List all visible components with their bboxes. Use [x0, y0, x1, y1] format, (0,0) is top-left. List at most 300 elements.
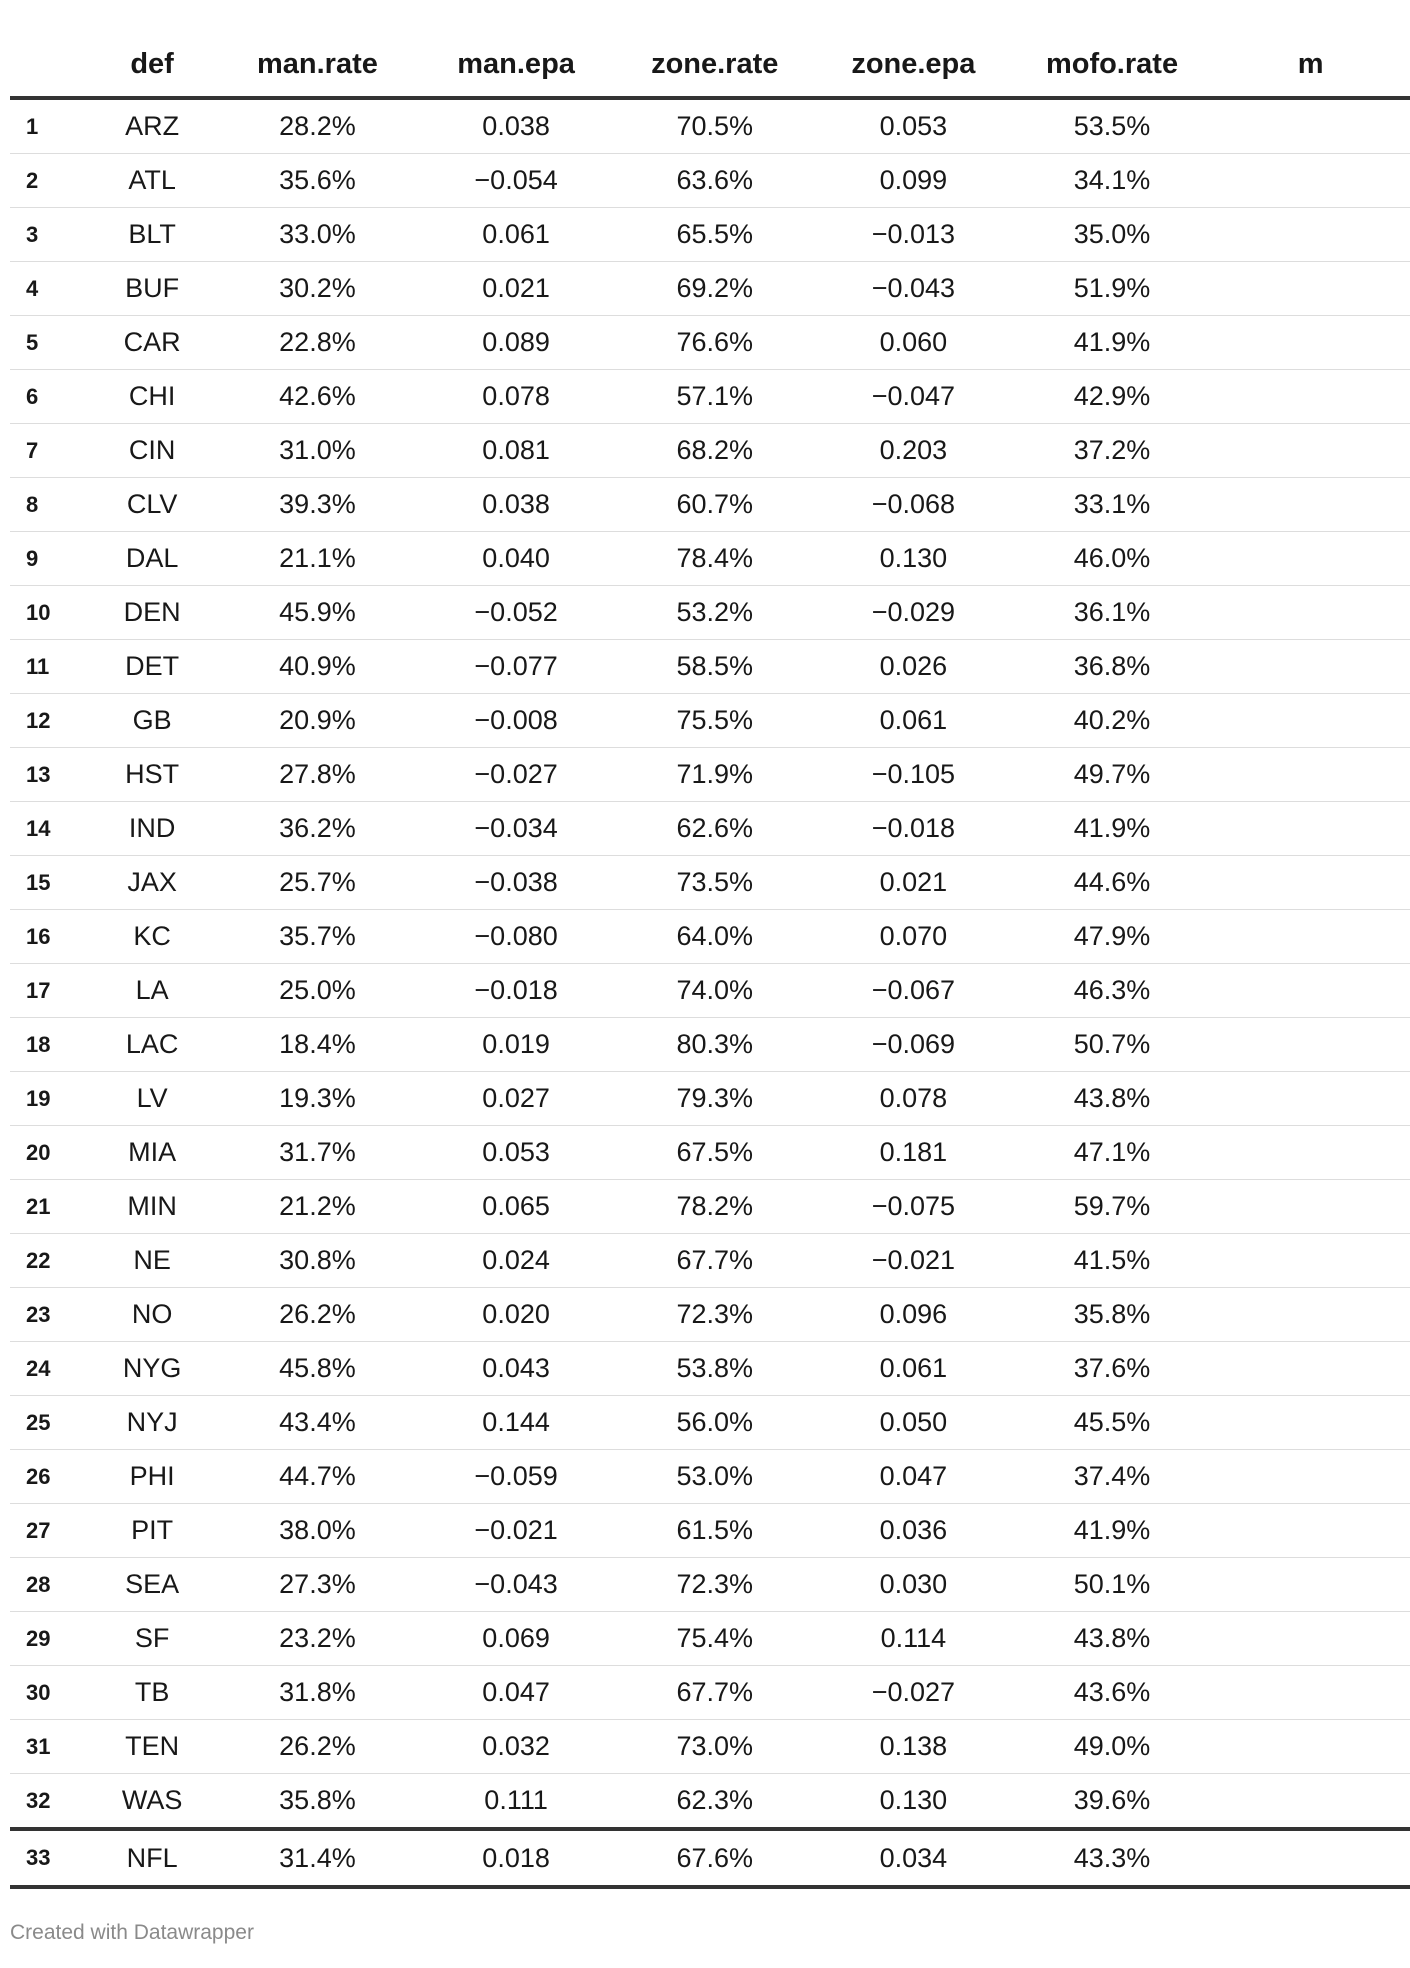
- value-cell: [1211, 856, 1410, 910]
- value-cell: −0.018: [814, 802, 1013, 856]
- row-index: 28: [10, 1558, 86, 1612]
- row-index: 1: [10, 98, 86, 154]
- table-row: [10, 316, 1410, 370]
- value-cell: 70.5%: [615, 98, 814, 154]
- row-index: 4: [10, 262, 86, 316]
- value-cell: 0.020: [417, 1288, 616, 1342]
- value-cell: 0.060: [814, 316, 1013, 370]
- team-cell: WAS: [86, 1774, 218, 1830]
- value-cell: −0.067: [814, 964, 1013, 1018]
- value-cell: 31.0%: [218, 424, 417, 478]
- row-index: 24: [10, 1342, 86, 1396]
- table-row: [10, 1180, 1410, 1234]
- value-cell: 64.0%: [615, 910, 814, 964]
- table-row: [10, 1612, 1410, 1666]
- value-cell: 45.9%: [218, 586, 417, 640]
- value-cell: 0.144: [417, 1396, 616, 1450]
- value-cell: 46.0%: [1013, 532, 1212, 586]
- value-cell: 46.3%: [1013, 964, 1212, 1018]
- value-cell: −0.077: [417, 640, 616, 694]
- row-index: 29: [10, 1612, 86, 1666]
- value-cell: [1211, 262, 1410, 316]
- value-cell: 35.0%: [1013, 208, 1212, 262]
- value-cell: −0.034: [417, 802, 616, 856]
- value-cell: [1211, 1180, 1410, 1234]
- table-body: [10, 98, 1410, 1887]
- row-index: 13: [10, 748, 86, 802]
- value-cell: 21.2%: [218, 1180, 417, 1234]
- value-cell: 53.8%: [615, 1342, 814, 1396]
- value-cell: 0.089: [417, 316, 616, 370]
- value-cell: 0.027: [417, 1072, 616, 1126]
- table-row: [10, 910, 1410, 964]
- value-cell: 0.096: [814, 1288, 1013, 1342]
- value-cell: 27.8%: [218, 748, 417, 802]
- value-cell: 79.3%: [615, 1072, 814, 1126]
- table-row: [10, 640, 1410, 694]
- value-cell: [1211, 586, 1410, 640]
- team-cell: PHI: [86, 1450, 218, 1504]
- row-index: 27: [10, 1504, 86, 1558]
- column-header: def: [86, 32, 218, 98]
- value-cell: 0.036: [814, 1504, 1013, 1558]
- row-index: 9: [10, 532, 86, 586]
- row-index: 10: [10, 586, 86, 640]
- value-cell: 0.061: [814, 1342, 1013, 1396]
- team-cell: HST: [86, 748, 218, 802]
- row-index: 31: [10, 1720, 86, 1774]
- value-cell: 41.9%: [1013, 1504, 1212, 1558]
- value-cell: 0.114: [814, 1612, 1013, 1666]
- value-cell: 0.047: [417, 1666, 616, 1720]
- value-cell: 47.9%: [1013, 910, 1212, 964]
- value-cell: 71.9%: [615, 748, 814, 802]
- value-cell: 41.5%: [1013, 1234, 1212, 1288]
- row-index: 14: [10, 802, 86, 856]
- value-cell: 0.065: [417, 1180, 616, 1234]
- value-cell: 35.8%: [1013, 1288, 1212, 1342]
- table-row: [10, 1450, 1410, 1504]
- table-row: [10, 802, 1410, 856]
- value-cell: 0.032: [417, 1720, 616, 1774]
- table-row: [10, 1396, 1410, 1450]
- table-row: [10, 370, 1410, 424]
- team-cell: NE: [86, 1234, 218, 1288]
- value-cell: 0.053: [417, 1126, 616, 1180]
- row-index: 32: [10, 1774, 86, 1830]
- team-cell: TB: [86, 1666, 218, 1720]
- value-cell: 51.9%: [1013, 262, 1212, 316]
- value-cell: 45.5%: [1013, 1396, 1212, 1450]
- value-cell: 36.1%: [1013, 586, 1212, 640]
- team-cell: NYG: [86, 1342, 218, 1396]
- value-cell: 41.9%: [1013, 802, 1212, 856]
- value-cell: [1211, 532, 1410, 586]
- team-cell: KC: [86, 910, 218, 964]
- table-row: [10, 1774, 1410, 1830]
- team-cell: GB: [86, 694, 218, 748]
- value-cell: 76.6%: [615, 316, 814, 370]
- value-cell: −0.069: [814, 1018, 1013, 1072]
- value-cell: 0.021: [417, 262, 616, 316]
- value-cell: −0.054: [417, 154, 616, 208]
- value-cell: 80.3%: [615, 1018, 814, 1072]
- row-index: 5: [10, 316, 86, 370]
- value-cell: 38.0%: [218, 1504, 417, 1558]
- row-index: 6: [10, 370, 86, 424]
- value-cell: 44.7%: [218, 1450, 417, 1504]
- value-cell: −0.080: [417, 910, 616, 964]
- value-cell: −0.052: [417, 586, 616, 640]
- value-cell: 59.7%: [1013, 1180, 1212, 1234]
- value-cell: 0.078: [814, 1072, 1013, 1126]
- team-cell: TEN: [86, 1720, 218, 1774]
- value-cell: [1211, 424, 1410, 478]
- value-cell: 43.8%: [1013, 1072, 1212, 1126]
- team-cell: LAC: [86, 1018, 218, 1072]
- value-cell: 0.021: [814, 856, 1013, 910]
- data-table: [10, 32, 1410, 1889]
- value-cell: 0.111: [417, 1774, 616, 1830]
- team-cell: NO: [86, 1288, 218, 1342]
- datawrapper-credit: Created with Datawrapper: [10, 1921, 254, 1944]
- table-row: [10, 1504, 1410, 1558]
- value-cell: 49.0%: [1013, 1720, 1212, 1774]
- row-index: 26: [10, 1450, 86, 1504]
- value-cell: 68.2%: [615, 424, 814, 478]
- value-cell: −0.018: [417, 964, 616, 1018]
- value-cell: 0.069: [417, 1612, 616, 1666]
- value-cell: −0.105: [814, 748, 1013, 802]
- value-cell: 0.018: [417, 1829, 616, 1887]
- value-cell: 61.5%: [615, 1504, 814, 1558]
- value-cell: [1211, 1342, 1410, 1396]
- value-cell: [1211, 964, 1410, 1018]
- team-cell: IND: [86, 802, 218, 856]
- value-cell: 50.7%: [1013, 1018, 1212, 1072]
- table-row: [10, 208, 1410, 262]
- row-index: 17: [10, 964, 86, 1018]
- team-cell: LA: [86, 964, 218, 1018]
- value-cell: 31.7%: [218, 1126, 417, 1180]
- team-cell: DAL: [86, 532, 218, 586]
- value-cell: 75.4%: [615, 1612, 814, 1666]
- value-cell: 0.181: [814, 1126, 1013, 1180]
- value-cell: 36.8%: [1013, 640, 1212, 694]
- table-row: [10, 1342, 1410, 1396]
- value-cell: 0.130: [814, 532, 1013, 586]
- value-cell: 39.6%: [1013, 1774, 1212, 1830]
- team-cell: ATL: [86, 154, 218, 208]
- table-row: [10, 694, 1410, 748]
- value-cell: [1211, 910, 1410, 964]
- value-cell: 53.0%: [615, 1450, 814, 1504]
- value-cell: 0.081: [417, 424, 616, 478]
- team-cell: PIT: [86, 1504, 218, 1558]
- value-cell: 30.8%: [218, 1234, 417, 1288]
- value-cell: 0.034: [814, 1829, 1013, 1887]
- value-cell: −0.027: [814, 1666, 1013, 1720]
- value-cell: 62.6%: [615, 802, 814, 856]
- value-cell: [1211, 1126, 1410, 1180]
- value-cell: 42.9%: [1013, 370, 1212, 424]
- team-cell: CLV: [86, 478, 218, 532]
- team-cell: MIA: [86, 1126, 218, 1180]
- table-row: [10, 586, 1410, 640]
- value-cell: 42.6%: [218, 370, 417, 424]
- value-cell: 30.2%: [218, 262, 417, 316]
- value-cell: 20.9%: [218, 694, 417, 748]
- row-index: 19: [10, 1072, 86, 1126]
- value-cell: 0.043: [417, 1342, 616, 1396]
- value-cell: 0.024: [417, 1234, 616, 1288]
- column-header: m: [1211, 32, 1410, 98]
- value-cell: 73.0%: [615, 1720, 814, 1774]
- row-index: 22: [10, 1234, 86, 1288]
- value-cell: 0.130: [814, 1774, 1013, 1830]
- team-cell: DET: [86, 640, 218, 694]
- value-cell: 21.1%: [218, 532, 417, 586]
- value-cell: [1211, 1072, 1410, 1126]
- value-cell: 35.7%: [218, 910, 417, 964]
- table-row: [10, 532, 1410, 586]
- value-cell: 78.2%: [615, 1180, 814, 1234]
- value-cell: [1211, 370, 1410, 424]
- value-cell: 0.040: [417, 532, 616, 586]
- value-cell: 63.6%: [615, 154, 814, 208]
- value-cell: 26.2%: [218, 1720, 417, 1774]
- row-index: 16: [10, 910, 86, 964]
- value-cell: [1211, 1018, 1410, 1072]
- column-header: zone.rate: [615, 32, 814, 98]
- team-cell: CAR: [86, 316, 218, 370]
- value-cell: [1211, 1829, 1410, 1887]
- value-cell: 0.203: [814, 424, 1013, 478]
- value-cell: 45.8%: [218, 1342, 417, 1396]
- value-cell: 25.0%: [218, 964, 417, 1018]
- value-cell: 72.3%: [615, 1288, 814, 1342]
- team-cell: NYJ: [86, 1396, 218, 1450]
- table-row: [10, 1126, 1410, 1180]
- value-cell: 0.038: [417, 98, 616, 154]
- row-index: 11: [10, 640, 86, 694]
- value-cell: 67.7%: [615, 1234, 814, 1288]
- value-cell: −0.008: [417, 694, 616, 748]
- value-cell: −0.027: [417, 748, 616, 802]
- value-cell: −0.029: [814, 586, 1013, 640]
- team-cell: JAX: [86, 856, 218, 910]
- row-index: 21: [10, 1180, 86, 1234]
- value-cell: 67.5%: [615, 1126, 814, 1180]
- value-cell: −0.047: [814, 370, 1013, 424]
- value-cell: 69.2%: [615, 262, 814, 316]
- value-cell: 0.099: [814, 154, 1013, 208]
- value-cell: 39.3%: [218, 478, 417, 532]
- table-row: [10, 1234, 1410, 1288]
- table-row: [10, 98, 1410, 154]
- value-cell: 0.061: [814, 694, 1013, 748]
- value-cell: −0.068: [814, 478, 1013, 532]
- value-cell: 19.3%: [218, 1072, 417, 1126]
- value-cell: 35.8%: [218, 1774, 417, 1830]
- value-cell: 50.1%: [1013, 1558, 1212, 1612]
- value-cell: 0.047: [814, 1450, 1013, 1504]
- value-cell: 53.5%: [1013, 98, 1212, 154]
- column-header: mofo.rate: [1013, 32, 1212, 98]
- team-cell: DEN: [86, 586, 218, 640]
- value-cell: [1211, 802, 1410, 856]
- value-cell: 0.050: [814, 1396, 1013, 1450]
- value-cell: 25.7%: [218, 856, 417, 910]
- value-cell: 0.053: [814, 98, 1013, 154]
- value-cell: [1211, 1612, 1410, 1666]
- row-index: 23: [10, 1288, 86, 1342]
- value-cell: 73.5%: [615, 856, 814, 910]
- value-cell: [1211, 640, 1410, 694]
- row-index: 18: [10, 1018, 86, 1072]
- table-row: [10, 262, 1410, 316]
- value-cell: 74.0%: [615, 964, 814, 1018]
- value-cell: 40.9%: [218, 640, 417, 694]
- table-row: [10, 748, 1410, 802]
- table-row: [10, 856, 1410, 910]
- value-cell: 34.1%: [1013, 154, 1212, 208]
- value-cell: −0.075: [814, 1180, 1013, 1234]
- value-cell: 43.8%: [1013, 1612, 1212, 1666]
- value-cell: 33.0%: [218, 208, 417, 262]
- row-index: 20: [10, 1126, 86, 1180]
- row-index: 2: [10, 154, 86, 208]
- row-index: 12: [10, 694, 86, 748]
- team-cell: NFL: [86, 1829, 218, 1887]
- value-cell: [1211, 478, 1410, 532]
- value-cell: −0.043: [814, 262, 1013, 316]
- value-cell: [1211, 1396, 1410, 1450]
- value-cell: 75.5%: [615, 694, 814, 748]
- table-container: [10, 0, 1324, 1968]
- value-cell: 40.2%: [1013, 694, 1212, 748]
- team-cell: BUF: [86, 262, 218, 316]
- value-cell: 37.2%: [1013, 424, 1212, 478]
- value-cell: 0.019: [417, 1018, 616, 1072]
- value-cell: 0.038: [417, 478, 616, 532]
- row-index: 33: [10, 1829, 86, 1887]
- team-cell: BLT: [86, 208, 218, 262]
- value-cell: [1211, 1558, 1410, 1612]
- value-cell: 27.3%: [218, 1558, 417, 1612]
- summary-row: [10, 1829, 1410, 1887]
- value-cell: [1211, 1666, 1410, 1720]
- table-row: [10, 1720, 1410, 1774]
- value-cell: [1211, 98, 1410, 154]
- value-cell: 43.3%: [1013, 1829, 1212, 1887]
- table-row: [10, 1018, 1410, 1072]
- table-header-row: [10, 32, 1410, 98]
- value-cell: 23.2%: [218, 1612, 417, 1666]
- column-header: zone.epa: [814, 32, 1013, 98]
- team-cell: ARZ: [86, 98, 218, 154]
- value-cell: 0.070: [814, 910, 1013, 964]
- team-cell: LV: [86, 1072, 218, 1126]
- value-cell: 35.6%: [218, 154, 417, 208]
- value-cell: 22.8%: [218, 316, 417, 370]
- value-cell: [1211, 1774, 1410, 1830]
- value-cell: 65.5%: [615, 208, 814, 262]
- value-cell: [1211, 208, 1410, 262]
- value-cell: −0.021: [814, 1234, 1013, 1288]
- row-index: 8: [10, 478, 86, 532]
- value-cell: [1211, 694, 1410, 748]
- team-cell: SF: [86, 1612, 218, 1666]
- table-row: [10, 154, 1410, 208]
- value-cell: 44.6%: [1013, 856, 1212, 910]
- column-header: man.epa: [417, 32, 616, 98]
- value-cell: 67.6%: [615, 1829, 814, 1887]
- value-cell: 56.0%: [615, 1396, 814, 1450]
- value-cell: 58.5%: [615, 640, 814, 694]
- value-cell: 28.2%: [218, 98, 417, 154]
- column-header: [10, 32, 86, 98]
- value-cell: 57.1%: [615, 370, 814, 424]
- value-cell: 49.7%: [1013, 748, 1212, 802]
- value-cell: 0.030: [814, 1558, 1013, 1612]
- value-cell: 37.6%: [1013, 1342, 1212, 1396]
- value-cell: 53.2%: [615, 586, 814, 640]
- table-row: [10, 1288, 1410, 1342]
- value-cell: [1211, 1234, 1410, 1288]
- value-cell: 26.2%: [218, 1288, 417, 1342]
- team-cell: SEA: [86, 1558, 218, 1612]
- table-row: [10, 478, 1410, 532]
- value-cell: [1211, 1450, 1410, 1504]
- value-cell: 67.7%: [615, 1666, 814, 1720]
- row-index: 25: [10, 1396, 86, 1450]
- value-cell: 43.4%: [218, 1396, 417, 1450]
- table-row: [10, 1558, 1410, 1612]
- value-cell: [1211, 1288, 1410, 1342]
- column-header: man.rate: [218, 32, 417, 98]
- table-row: [10, 1072, 1410, 1126]
- value-cell: 0.026: [814, 640, 1013, 694]
- table-row: [10, 1666, 1410, 1720]
- value-cell: [1211, 154, 1410, 208]
- table-row: [10, 424, 1410, 478]
- row-index: 7: [10, 424, 86, 478]
- value-cell: [1211, 748, 1410, 802]
- value-cell: −0.059: [417, 1450, 616, 1504]
- row-index: 3: [10, 208, 86, 262]
- value-cell: 41.9%: [1013, 316, 1212, 370]
- value-cell: 33.1%: [1013, 478, 1212, 532]
- team-cell: CHI: [86, 370, 218, 424]
- value-cell: 62.3%: [615, 1774, 814, 1830]
- value-cell: 0.061: [417, 208, 616, 262]
- value-cell: 31.4%: [218, 1829, 417, 1887]
- value-cell: 78.4%: [615, 532, 814, 586]
- value-cell: −0.013: [814, 208, 1013, 262]
- row-index: 15: [10, 856, 86, 910]
- value-cell: 0.138: [814, 1720, 1013, 1774]
- team-cell: MIN: [86, 1180, 218, 1234]
- value-cell: 72.3%: [615, 1558, 814, 1612]
- value-cell: −0.038: [417, 856, 616, 910]
- value-cell: [1211, 1720, 1410, 1774]
- team-cell: CIN: [86, 424, 218, 478]
- value-cell: −0.021: [417, 1504, 616, 1558]
- table-row: [10, 964, 1410, 1018]
- value-cell: 43.6%: [1013, 1666, 1212, 1720]
- value-cell: [1211, 316, 1410, 370]
